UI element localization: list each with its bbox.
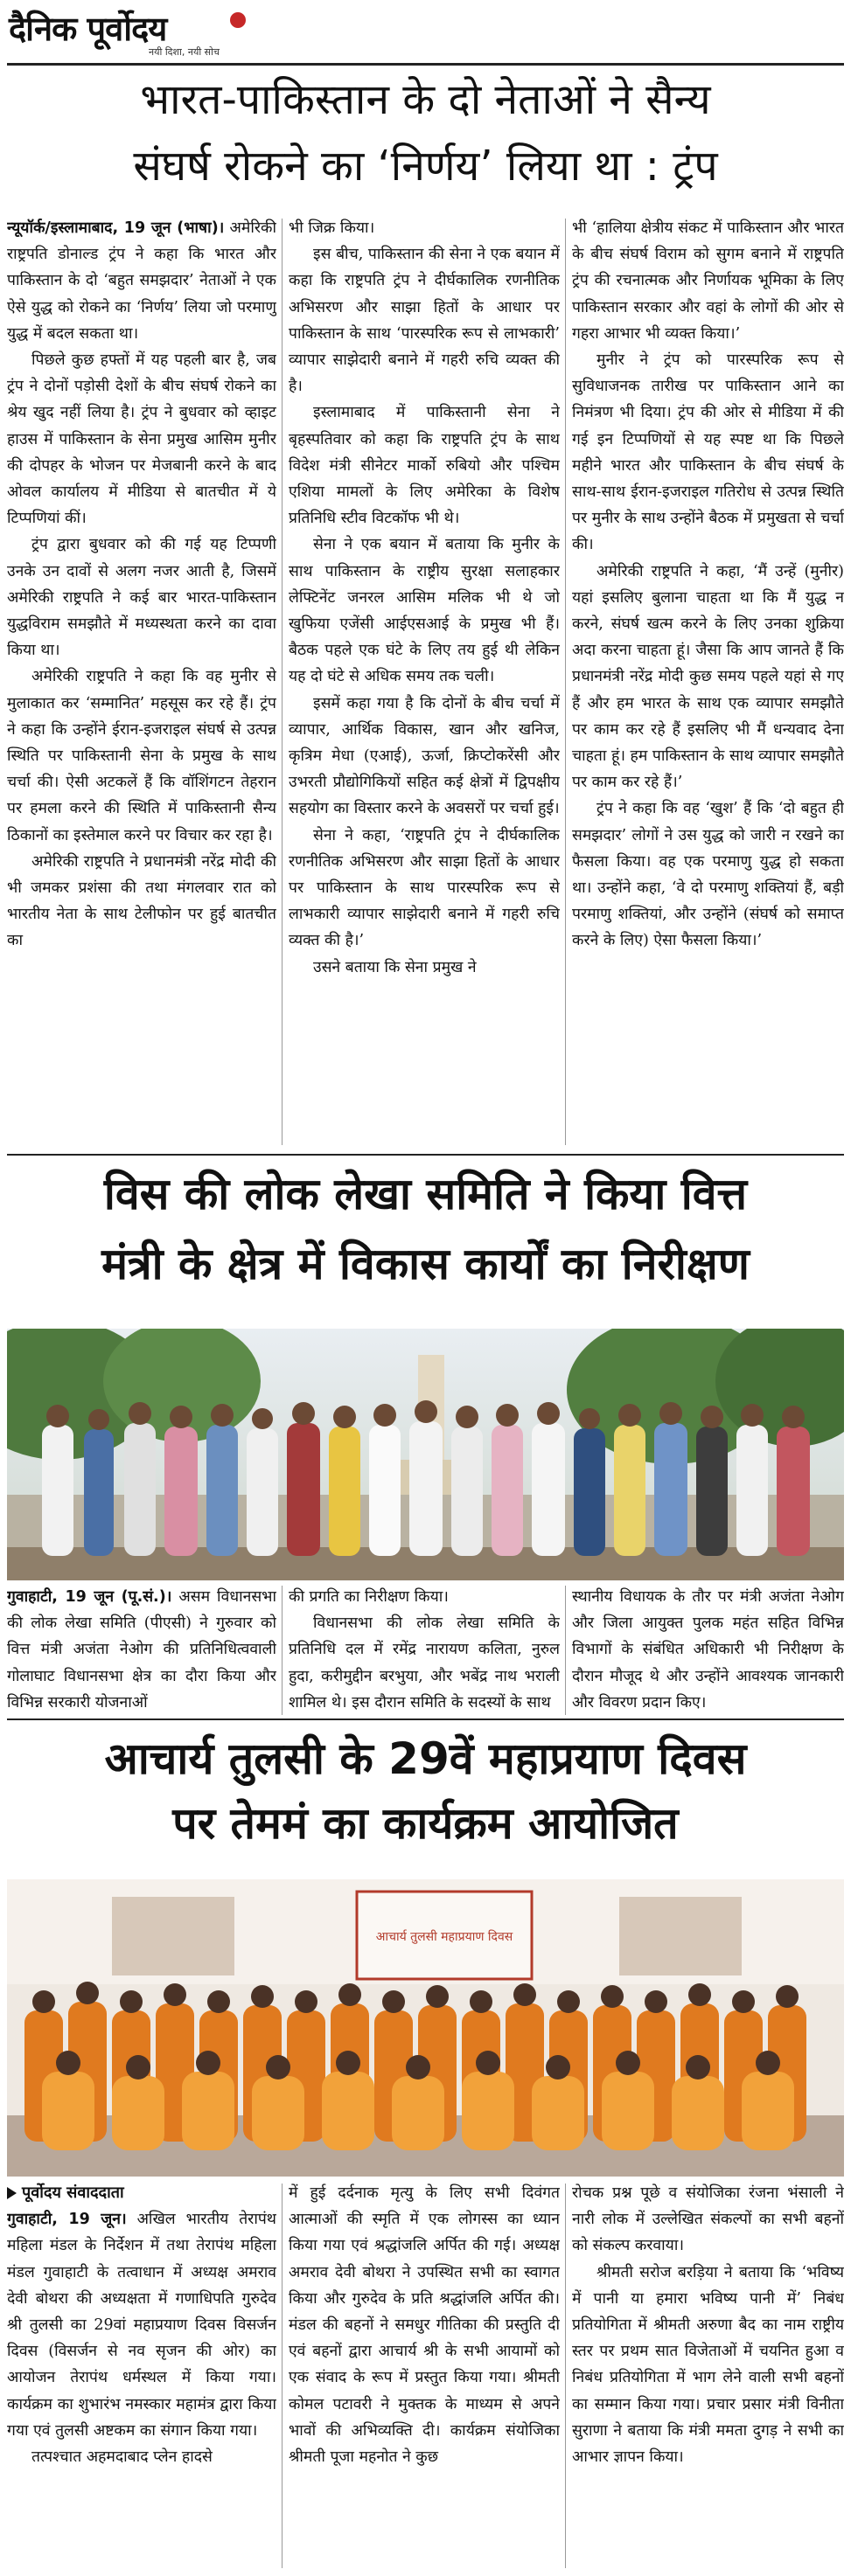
section-rule <box>7 1718 844 1720</box>
story2-column-3 <box>572 1584 844 1715</box>
story3-col3-para1: रोचक प्रश्न पूछे व संयोजिका रंजना भंसाली ने नारी लोक में उल्लेखित संकल्पों का सभी बहनों को संकल्प करवाया। <box>572 2184 844 2255</box>
story3-column-3 <box>572 2180 844 2573</box>
column-divider <box>282 1586 283 1715</box>
story2-group-photo <box>7 1329 844 1580</box>
story2-col1-para1: गुवाहाटी, 19 जून (पू.सं.)। असम विधानसभा की लोक लेखा समिति (पीएसी) ने गुरुवार को वित्त मंत्री अजंता नेओग की प्रतिनिधित्ववाली गोलाघाट विधानसभा क्षेत्र का दौरा किया और विभिन्न सरकारी योजनाओं <box>7 1588 276 1712</box>
story1-col2-para4: सेना ने एक बयान में बताया कि मुनीर के साथ पाकिस्तान के राष्ट्रीय सुरक्षा सलाहकार लेफ्टिनेंट जनरल आसिम मलिक भी थे जो खुफिया एजेंसी आईएसआई के प्रमुख भी हैं। बैठक पहले एक घंटे के लिए तय हुई थी लेकिन यह दो घंटे से अधिक समय तक चली। <box>289 536 560 686</box>
column-divider <box>565 2184 566 2568</box>
story1-col2-para3: इस्लामाबाद में पाकिस्तानी सेना ने बृहस्पतिवार को कहा कि राष्ट्रपति ट्रंप के साथ विदेश मंत्री सीनेटर मार्को रुबियो और पश्चिम एशिया मामलों के लिए अमेरिका के विशेष प्रतिनिधि स्टीव विटकॉफ भी थे। <box>289 404 560 528</box>
story3-photo-illustration <box>7 1879 844 2177</box>
story1-col1-para1: न्यूयॉर्क/इस्लामाबाद, 19 जून (भाषा)। अमेरिकी राष्ट्रपति डोनाल्ड ट्रंप ने कहा कि भारत और पाकिस्तान के दो ‘बहुत समझदार’ नेताओं ने एक ऐसे युद्ध को रोकने का ‘निर्णय’ लिया जो परमाणु युद्ध में बदल सकता था। <box>7 219 276 343</box>
story1-headline-line2: संघर्ष रोकने का ‘निर्णय’ लिया था : ट्रंप <box>133 142 718 191</box>
story1-headline-line1: भारत-पाकिस्तान के दो नेताओं ने सैन्य <box>140 75 711 124</box>
story3-headline-line2: पर तेममं का कार्यक्रम आयोजित <box>172 1798 679 1849</box>
section-rule <box>7 1154 844 1156</box>
story3-group-photo <box>7 1879 844 2177</box>
story3-col1-para2: तत्पश्चात अहमदाबाद प्लेन हादसे <box>31 2448 213 2467</box>
story3-col3-para2: श्रीमती सरोज बरड़िया ने बताया कि ‘भविष्य में पानी या हमारा भविष्य पानी में’ निबंध प्रतियोगिता में श्रीमती अरुणा बैद का नाम राष्ट्रीय स्तर पर प्रथम सात विजेताओं में चयनित हुआ व निबंध प्रतियोगिता में भाग लेने वाली सभी बहनों का सम्मान किया गया। प्रचार प्रसार मंत्री विनीता सुराणा ने बताया कि मंत्री ममता दुगड़ ने सभी का आभार ज्ञापन किया। <box>572 2263 844 2467</box>
story2-headline-line1: विस की लोक लेखा समिति ने किया वित्त <box>103 1169 748 1219</box>
masthead-rule <box>7 63 844 66</box>
story1-col1-para5: अमेरिकी राष्ट्रपति ने प्रधानमंत्री नरेंद्र मोदी की भी जमकर प्रशंसा की तथा मंगलवार रात को भारतीय नेता के साथ टेलीफोन पर हुई बातचीत का <box>7 852 276 950</box>
newspaper-tagline: नयी दिशा, नयी सोच <box>149 46 220 58</box>
story3-column-2 <box>289 2180 560 2573</box>
masthead <box>7 5 252 61</box>
column-divider <box>282 219 283 1145</box>
column-divider <box>565 219 566 1145</box>
story1-column-1 <box>7 215 276 1150</box>
story3-byline: पूर्वोदय संवाददाता <box>7 2180 276 2206</box>
newspaper-name: दैनिक पूर्वोदय <box>9 9 167 48</box>
story3-column-1 <box>7 2180 276 2573</box>
story1-col3-para3: अमेरिकी राष्ट्रपति ने कहा, ‘मैं उन्हें (मुनीर) यहां इसलिए बुलाना चाहता था कि मैं युद्ध न करने, संघर्ष खत्म करने के लिए उनका शुक्रिया अदा करना चाहता हूं। जैसा कि आप जानते हैं कि प्रधानमंत्री नरेंद्र मोदी कुछ समय पहले यहां से गए हैं और हम भारत के साथ एक व्यापार समझौते पर काम कर रहे हैं इसलिए भी मैं धन्यवाद देना चाहता हूं। हम पाकिस्तान के साथ व्यापार समझौते पर काम कर रहे हैं।’ <box>572 562 844 792</box>
story2-col2-para1: की प्रगति का निरीक्षण किया। <box>289 1588 449 1606</box>
byline-triangle-icon <box>7 2187 17 2199</box>
masthead-logo-dot <box>230 12 246 28</box>
story2-dateline: गुवाहाटी, 19 जून (पू.सं.)। <box>7 1588 172 1606</box>
story2-col3-para1: स्थानीय विधायक के तौर पर मंत्री अजंता नेओग और जिला आयुक्त पुलक महंत सहित विभिन्न विभागों के संबंधित अधिकारी भी निरीक्षण के दौरान मौजूद थे और उन्होंने आवश्यक जानकारी और विवरण प्रदान किए। <box>572 1588 844 1712</box>
story1-col2-para2: इस बीच, पाकिस्तान की सेना ने एक बयान में कहा कि राष्ट्रपति ट्रंप ने दीर्घकालिक रणनीतिक अभिसरण और साझा हितों के आधार पर पाकिस्तान के साथ ‘पारस्परिक रूप से लाभकारी’ व्यापार साझेदारी बनाने में गहरी रुचि व्यक्त की है। <box>289 246 560 396</box>
story1-column-2 <box>289 215 560 1150</box>
story2-headline-line2: मंत्री के क्षेत्र में विकास कार्यों का निरीक्षण <box>101 1239 750 1289</box>
story1-col2-para6: सेना ने कहा, ‘राष्ट्रपति ट्रंप ने दीर्घकालिक रणनीतिक अभिसरण और साझा हितों के आधार पर पाकिस्तान के साथ पारस्परिक रूप से लाभकारी व्यापार साझेदारी बनाने में गहरी रुचि व्यक्त की है।’ <box>289 826 560 950</box>
column-divider <box>565 1586 566 1715</box>
story3-dateline: गुवाहाटी, 19 जून। <box>7 2211 127 2229</box>
story3-col1-para1: गुवाहाटी, 19 जून। अखिल भारतीय तेरापंथ महिला मंडल के निर्देशन में तथा तेरापंथ महिला मंडल गुवाहाटी के तत्वाधान में अध्यक्ष अमराव देवी बोथरा की अध्यक्षता में गणाधिपति गुरुदेव श्री तुलसी का 29वां महाप्रयाण दिवस विसर्जन दिवस (विसर्जन से नव सृजन की ओर) का आयोजन तेरापंथ धर्मस्थल में किया गया। कार्यक्रम का शुभारंभ नमस्कार महामंत्र द्वारा किया गया एवं तुलसी अष्टकम का संगान किया गया। <box>7 2211 276 2440</box>
story2-column-1 <box>7 1584 276 1715</box>
story3-photo-banner: आचार्य तुलसी महाप्रयाण दिवस <box>375 1930 513 1944</box>
story3-headline-line1: आचार्य तुलसी के 29वें महाप्रयाण दिवस <box>104 1733 747 1784</box>
column-divider <box>282 2184 283 2568</box>
story1-col1-para2: पिछले कुछ हफ्तों में यह पहली बार है, जब ट्रंप ने दोनों पड़ोसी देशों के बीच संघर्ष रोकने का श्रेय खुद नहीं लिया है। ट्रंप ने बुधवार को व्हाइट हाउस में पाकिस्तान के सेना प्रमुख आसिम मुनीर की दोपहर के भोजन पर मेजबानी करने के बाद ओवल कार्यालय में मीडिया से बातचीत में ये टिप्पणियां कीं। <box>7 351 276 528</box>
story2-column-2 <box>289 1584 560 1715</box>
story2-col2-para2: विधानसभा की लोक लेखा समिति के प्रतिनिधि दल में रमेंद्र नारायण कलिता, नुरुल हुदा, करीमुद्दीन बरभुया, और भबेंद्र नाथ भराली शामिल थे। इस दौरान समिति के सदस्यों के साथ <box>289 1614 560 1712</box>
story1-col3-para2: मुनीर ने ट्रंप को पारस्परिक रूप से सुविधाजनक तारीख पर पाकिस्तान आने का निमंत्रण भी दिया। ट्रंप की ओर से मीडिया में की गई इन टिप्पणियों से यह स्पष्ट था कि पिछले महीने भारत और पाकिस्तान के बीच संघर्ष के साथ-साथ ईरान-इजराइल गतिरोध से उत्पन्न स्थिति पर मुनीर के साथ उन्होंने बैठक में प्रमुखता से चर्चा की। <box>572 351 844 554</box>
story2-photo-illustration <box>7 1329 844 1580</box>
story3-col2-para1: में हुई दर्दनाक मृत्यु के लिए सभी दिवंगत आत्माओं की स्मृति में एक लोगस्स का ध्यान किया गया एवं श्रद्धांजलि अर्पित की गई। अध्यक्ष अमराव देवी बोथरा ने उपस्थित सभी का स्वागत किया और गुरुदेव के प्रति श्रद्धांजलि अर्पित की। मंडल की बहनों ने समधुर गीतिका की प्रस्तुति दी एवं बहनों द्वारा आचार्य श्री के सभी आयामों को एक संवाद के रूप में प्रस्तुत किया गया। श्रीमती कोमल पटावरी ने मुक्तक के माध्यम से अपने भावों की अभिव्यक्ति दी। कार्यक्रम संयोजिका श्रीमती पूजा महनोत ने कुछ <box>289 2184 560 2467</box>
story1-dateline: न्यूयॉर्क/इस्लामाबाद, 19 जून (भाषा)। <box>7 219 225 237</box>
story1-col3-para1: भी ‘हालिया क्षेत्रीय संकट में पाकिस्तान और भारत के बीच संघर्ष विराम को सुगम बनाने में राष्ट्रपति ट्रंप की रचनात्मक और निर्णायक भूमिका के लिए पाकिस्तान सरकार और वहां के लोगों की ओर से गहरा आभार भी व्यक्त किया।’ <box>572 219 844 343</box>
story1-col2-para1: भी जिक्र किया। <box>289 219 375 237</box>
story1-col3-para4: ट्रंप ने कहा कि वह ‘खुश’ हैं कि ‘दो बहुत ही समझदार’ लोगों ने उस युद्ध को जारी न रखने का फैसला किया। वह एक परमाणु युद्ध हो सकता था। उन्होंने कहा, ‘वे दो परमाणु शक्तियां हैं, बड़ी परमाणु शक्तियां, और उन्होंने (संघर्ष को समाप्त करने के लिए) ऐसा फैसला किया।’ <box>572 800 844 950</box>
story1-col1-para4: अमेरिकी राष्ट्रपति ने कहा कि वह मुनीर से मुलाकात कर ‘सम्मानित’ महसूस कर रहे हैं। ट्रंप ने कहा कि उन्होंने ईरान-इजराइल संघर्ष से उत्पन्न स्थिति पर पाकिस्तानी सेना के प्रमुख के साथ चर्चा की। ऐसी अटकलें हैं कि वॉशिंगटन तेहरान पर हमला करने की स्थिति में पाकिस्तानी सैन्य ठिकानों का इस्तेमाल करने पर विचार कर रहा है। <box>7 668 276 844</box>
story1-col2-para7: उसने बताया कि सेना प्रमुख ने <box>313 958 477 976</box>
story1-column-3 <box>572 215 844 1150</box>
story1-col1-para3: ट्रंप द्वारा बुधवार को की गई यह टिप्पणी उनके उन दावों से अलग नजर आती है, जिसमें अमेरिकी राष्ट्रपति ने कई बार भारत-पाकिस्तान युद्धविराम समझौते में मध्यस्थता करने का दावा किया था। <box>7 536 276 660</box>
story1-col2-para5: इसमें कहा गया है कि दोनों के बीच चर्चा में व्यापार, आर्थिक विकास, खान और खनिज, कृत्रिम मेधा (एआई), ऊर्जा, क्रिप्टोकरेंसी और उभरती प्रौद्योगिकियों सहित कई क्षेत्रों में द्विपक्षीय सहयोग का विस्तार करने के अवसरों पर चर्चा हुई। <box>289 694 560 818</box>
